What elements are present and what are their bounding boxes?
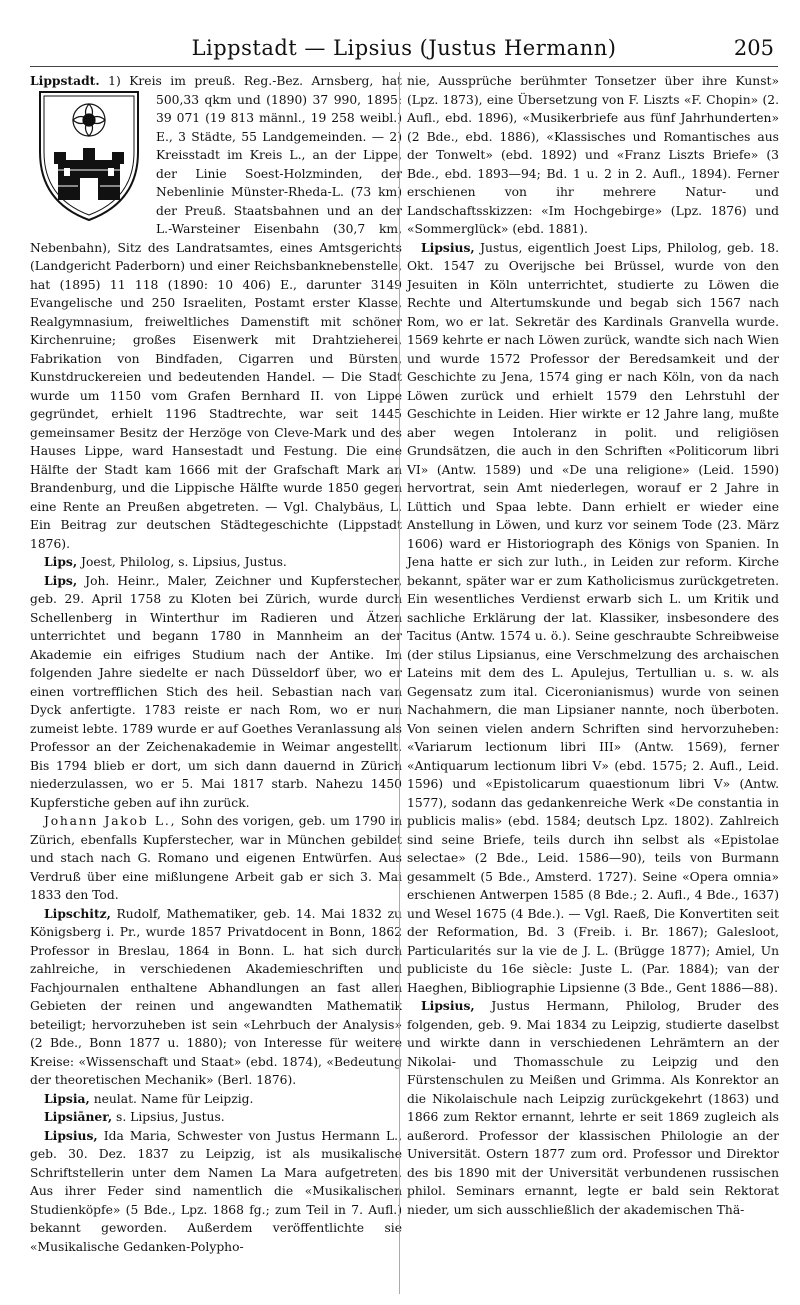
- entry-text: Joh. Heinr., Maler, Zeichner und Kupferstecher, geb. 29. April 1758 zu Kloten bei Zürich, wurde durch Schellenberg in Winterthur im Radieren und Ätzen unterrichtet und begann 1780 in Mannheim an der Akademie ein eifriges Studium nach der Antike. Im folgenden Jahre siedelte er nach Düsseldorf über, wo er einen vortrefflichen Stich des heil. Sebastian nach van Dyck anfertigte. 1783 reiste er nach Rom, wo er nun zumeist lebte. 1789 wurde er auf Goethes Veranlassung als Professor an der Zeichenakademie in Weimar angestellt. Bis 1794 blieb er dort, um sich dann dauernd in Zürich niederzulassen, wo er 5. Mai 1817 starb. Nahezu 1450 Kupferstiche geben auf ihn zurück.: [30, 573, 402, 810]
- entry-text: Justus Hermann, Philolog, Bruder des folgenden, geb. 9. Mai 1834 zu Leipzig, studierte daselbst und wirkte dann in verschiedenen Lehrämtern an der Nikolai- und Thomasschule zu Leipzig und den Fürstenschulen zu Meißen und Grimma. Als Konrektor an die Nikolaischule nach Leipzig zurückgekehrt (1863) und 1866 zum Rektor ernannt, lehrte er seit 1869 zugleich als außerord. Professor der klassischen Philologie an der Universität. Ostern 1877 zum ord. Professor und Direktor des bis 1890 mit der Universität verbundenen russischen philol. Seminars ernannt, legte er bald sein Rektorat nieder, um sich ausschließlich der akademischen Thä-: [407, 999, 779, 1217]
- entry-head: Lipsius,: [421, 998, 475, 1013]
- entry-lipsia: [30, 1090, 402, 1109]
- entry-text: Joest, Philolog, s. Lipsius, Justus.: [81, 555, 287, 569]
- entry-lips-joest: [30, 553, 402, 572]
- column-divider: [399, 72, 400, 1294]
- entry-head: Johann Jakob L.,: [44, 814, 177, 828]
- entry-lipsius-ida: [30, 1127, 402, 1257]
- entry-text: Justus, eigentlich Joest Lips, Philolog, geb. 18. Okt. 1547 zu Overijsche bei Brüssel, wurde von den Jesuiten in Köln unterrichtet, studierte zu Löwen die Rechte und Altertumskunde und begab sich 1567 nach Rom, wo er lat. Sekretär des Kardinals Granvella wurde. 1569 kehrte er nach Löwen zurück, wandte sich nach Wien und wurde 1572 Professor der Beredsamkeit und der Geschichte zu Jena, 1574 ging er nach Köln, von da nach Löwen zurück und erhielt 1579 den Lehrstuhl der Geschichte in Leiden. Hier wirkte er 12 Jahre lang, mußte aber wegen Intoleranz in polit. und religiösen Grundsätzen, die auch in den Schriften «Politicorum libri VI» (Antw. 1589) und «De una religione» (Leid. 1590) hervortrat, sein Amt niederlegen, worauf er 2 Jahre in Lüttich und Spaa lebte. Dann erhielt er wieder eine Anstellung in Löwen, und kurz vor seinem Tode (23. März 1606) ward er Historiograph des Königs von Spanien. In Jena hatte er sich zur luth., in Leiden zur reform. Kirche bekannt, später war er zum Katholicismus zurückgetreten. Ein wesentliches Verdienst erwarb sich L. um Kritik und sachliche Erklärung der lat. Klassiker, insbesondere des Tacitus (Antw. 1574 u. ö.). Seine geschraubte Schreibweise (der stilus Lipsianus, eine Verschmelzung des archaischen Lateins mit dem des L. Apulejus, Tertullian u. s. w. als Gegensatz zum ital. Ciceronianismus) wurde von seinen Nachahmern, die man Lipsianer nannte, noch überboten. Von seinen vielen andern Schriften sind hervorzuheben: «Variarum lectionum libri III» (Antw. 1569), ferner «Antiquarum lectionum libri V» (ebd. 1575; 2. Aufl., Leid. 1596) und «Epistolicarum quaestionum libri V» (Antw. 1577), sodann das gedankenreiche Werk «De constantia in publicis malis» (ebd. 1584; deutsch Lpz. 1802). Zahlreich sind seine Briefe, teils durch ihn selbst als «Epistolae selectae» (2 Bde., Leid. 1586—90), teils von Burmann gesammelt (5 Bde., Amsterd. 1727). Seine «Opera omnia» erschienen Antwerpen 1585 (8 Bde.; 2. Aufl., 4 Bde., 1637) und Wesel 1675 (4 Bde.). — Vgl. Raeß, Die Konvertiten seit der Reformation, Bd. 3 (Freib. i. Br. 1867); Galesloot, Particularités sur la vie de J. L. (Brügge 1877); Amiel, Un publiciste du 16e siècle: Juste L. (Par. 1884); van der Haeghen, Bibliographie Lipsienne (3 Bde., Gent 1886—88).: [407, 240, 779, 995]
- entry-text: 1) Kreis im preuß. Reg.-Bez. Arnsberg, hat 500,33 qkm und (1890) 37 990, 1895: 39 071 (19 813 männl., 19 258 weibl.) E., 3 Städte, 55 Landgemeinden. — 2) Kreisstadt im Kreis L., an der Lippe, der Linie Soest-Holzminden, der Nebenlinie Münster-Rheda-L. (73 km) der Preuß. Staatsbahnen und an der L.-Warsteiner Eisenbahn (30,7 km, Nebenbahn), Sitz des Landratsamtes, eines Amtsgerichts (Landgericht Paderborn) und einer Reichsbanknebenstelle, hat (1895) 11 118 (1890: 10 406) E., darunter 3149 Evangelische und 250 Israeliten, Postamt erster Klasse, Realgymnasium, freiweltliches Damenstift mit schöner Kirchenruine; großes Eisenwerk mit Drahtzieherei, Fabrikation von Bindfaden, Cigarren und Bürsten, Kunstdruckereien und bedeutenden Handel. — Die Stadt wurde um 1150 vom Grafen Bernhard II. von Lippe gegründet, erhielt 1196 Stadtrechte, war seit 1445 gemeinsamer Besitz der Herzöge von Cleve-Mark und des Hauses Lippe, ward Hansestadt und Festung. Die eine Hälfte der Stadt kam 1666 mit der Grafschaft Mark an Brandenburg, und die Lippische Hälfte wurde 1850 gegen eine Rente an Preußen abgetreten. — Vgl. Chalybäus, L. Ein Beitrag zur deutschen Städtegeschichte (Lippstadt 1876).: [30, 74, 402, 551]
- entry-head: Lipsius,: [44, 1127, 98, 1143]
- entry-text: Ida Maria, Schwester von Justus Hermann L., geb. 30. Dez. 1837 zu Leipzig, ist als musikalische Schriftstellerin unter dem Namen La Mara aufgetreten. Aus ihrer Feder sind namentlich die «Musikalischen Studienköpfe» (5 Bde., Lpz. 1868 fg.; zum Teil in 7. Aufl.) bekannt geworden. Außerdem veröffentlichte sie «Musikalische Gedanken-Polypho-: [30, 1128, 402, 1254]
- page-number: 205: [733, 36, 774, 60]
- entry-text: s. Lipsius, Justus.: [116, 1110, 225, 1124]
- entry-head: Lips,: [44, 572, 78, 588]
- entry-lippstadt: [30, 72, 402, 553]
- entry-johann-jakob: [30, 812, 402, 905]
- coat-of-arms-image: [30, 74, 148, 224]
- entry-lipsius-justus: [407, 239, 779, 998]
- header-rule: [30, 66, 778, 67]
- entry-text: nie, Aussprüche berühmter Tonsetzer über ihre Kunst» (Lpz. 1873), eine Übersetzung von F. Liszts «F. Chopin» (2. Aufl., ebd. 1896), «Musikerbriefe aus fünf Jahrhunderten» (2 Bde., ebd. 1886), «Klassisches und Romantisches aus der Tonwelt» (ebd. 1892) und «Franz Liszts Briefe» (3 Bde., ebd. 1893—94; Bd. 1 u. 2 in 2. Aufl., 1894). Ferner erschienen von ihr mehrere Natur- und Landschaftsskizzen: «Im Hochgebirge» (Lpz. 1876) und «Sommerglück» (ebd. 1881).: [407, 74, 779, 236]
- entry-text: Sohn des vorigen, geb. um 1790 in Zürich, ebenfalls Kupferstecher, war in München gebildet und stach nach G. Romano und eigenen Entwürfen. Aus Verdruß über eine mißlungene Arbeit gab er sich 3. Mai 1833 den Tod.: [30, 814, 402, 902]
- right-column: [407, 72, 779, 1219]
- left-column: [30, 72, 402, 1256]
- entry-head: Lipsiāner,: [44, 1109, 113, 1124]
- entry-lipschitz: [30, 905, 402, 1090]
- entry-lipsius-ida-continued: [407, 72, 779, 239]
- entry-head: Lipsia,: [44, 1090, 90, 1106]
- entry-lips-johann-heinrich: [30, 572, 402, 813]
- entry-text: neulat. Name für Leipzig.: [93, 1091, 254, 1106]
- page-header: [30, 30, 778, 66]
- running-title: Lippstadt — Lipsius (Justus Hermann): [191, 36, 617, 60]
- entry-lipsianer: [30, 1108, 402, 1127]
- entry-head: Lipsius,: [421, 239, 475, 255]
- entry-head: Lippstadt.: [30, 73, 100, 88]
- shield-icon: [30, 74, 148, 224]
- entry-lipsius-justus-hermann: [407, 997, 779, 1219]
- entry-head: Lips,: [44, 554, 78, 569]
- entry-text: Rudolf, Mathematiker, geb. 14. Mai 1832 zu Königsberg i. Pr., wurde 1857 Privatdocent in Bonn, 1862 Professor in Breslau, 1864 in Bonn. L. hat sich durch zahlreiche, in verschiedenen Akademieschriften und Fachjournalen enthaltene Abhandlungen an fast allen Gebieten der reinen und angewandten Mathematik beteiligt; hervorzuheben ist sein «Lehrbuch der Analysis» (2 Bde., Bonn 1877 u. 1880); von Interesse für weitere Kreise: «Wissenschaft und Staat» (ebd. 1874), «Bedeutung der theoretischen Mechanik» (Berl. 1876).: [30, 906, 402, 1087]
- entry-head: Lipschitz,: [44, 905, 111, 921]
